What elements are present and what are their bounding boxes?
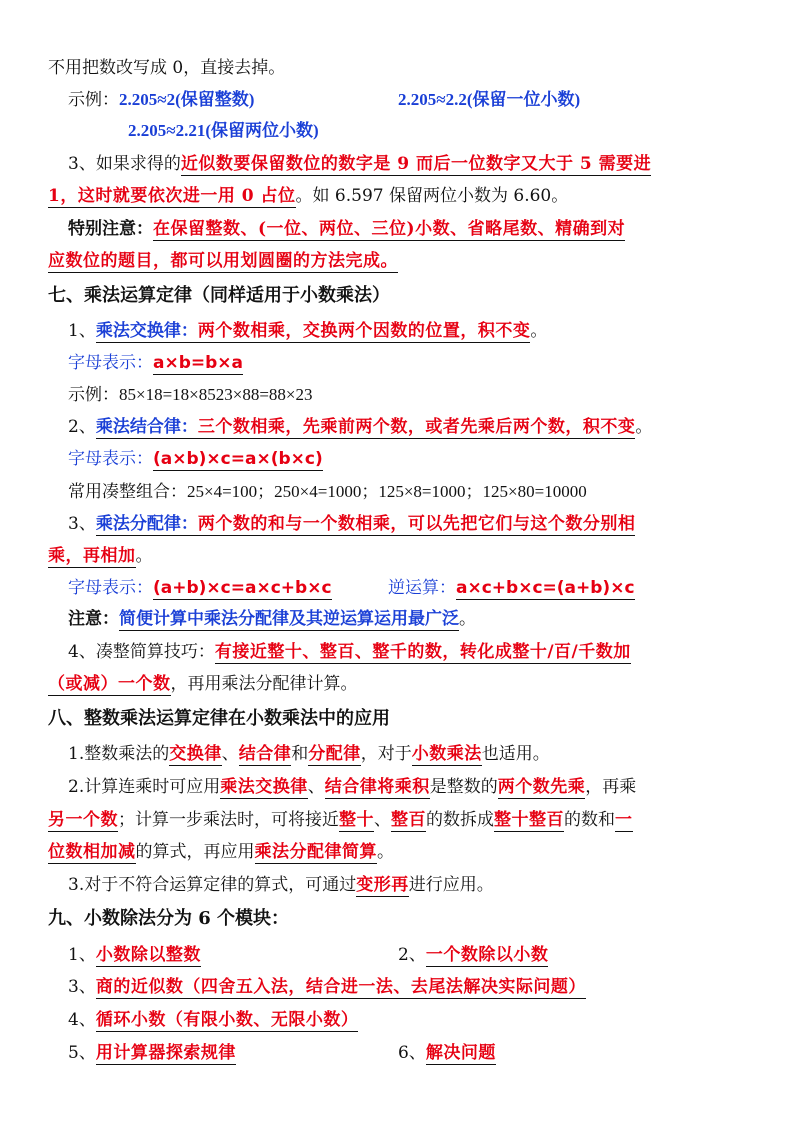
rule-3-highlight: 近似数要保留数位的数字是 9 而后一位数字又大于 5 需要进 xyxy=(180,154,652,174)
example-line-1: 示例：2.205≈2(保留整数) xyxy=(68,90,255,110)
special-note-label: 特别注意： xyxy=(68,219,153,239)
distributive-formula-line: 字母表示：(a+b)×c=a×c+b×c xyxy=(68,578,332,598)
distributive-law-name: 乘法分配律： xyxy=(95,514,198,534)
section-9-heading: 九、小数除法分为 6 个模块： xyxy=(48,908,290,929)
module-3: 3、商的近似数（四舍五入法，结合进一法、去尾法解决实际问题） xyxy=(68,977,586,997)
distributive-law-line-1: 3、乘法分配律：两个数的和与一个数相乘，可以先把它们与这个数分别相 xyxy=(68,514,636,534)
commutative-formula-line: 字母表示：a×b=b×a xyxy=(68,353,244,373)
inverse-formula-line: 逆运算：a×c+b×c=(a+b)×c xyxy=(388,578,635,598)
application-3-line: 3.对于不符合运算定律的算式，可通过变形再进行应用。 xyxy=(68,875,494,895)
intro-line: 不用把数改写成 0，直接去掉。 xyxy=(48,58,286,78)
rounding-tip-line-1: 4、凑整简算技巧：有接近整十、整百、整千的数，转化成整十/百/千数加 xyxy=(68,642,631,662)
module-4: 4、循环小数（有限小数、无限小数） xyxy=(68,1010,359,1030)
associative-formula-line: 字母表示：(a×b)×c=a×(b×c) xyxy=(68,449,323,469)
rounding-tip-line-2: （或减）一个数，再用乘法分配律计算。 xyxy=(48,674,358,694)
application-2-line-1: 2.计算连乘时可应用乘法交换律、结合律将乘积是整数的两个数先乘，再乘 xyxy=(68,777,637,797)
special-note-line-1: 特别注意：在保留整数、(一位、两位、三位)小数、省略尾数、精确到对 xyxy=(68,219,626,239)
module-5: 5、用计算器探索规律 xyxy=(68,1043,236,1063)
example-2: 2.205≈2.2(保留一位小数) xyxy=(398,90,581,109)
inverse-formula: a×c+b×c=(a+b)×c xyxy=(456,578,635,598)
distributive-law-line-2: 乘，再相加。 xyxy=(48,546,153,566)
commutative-law-line: 1、乘法交换律：两个数相乘，交换两个因数的位置，积不变。 xyxy=(68,321,548,341)
module-1: 1、小数除以整数 xyxy=(68,945,201,965)
section-7-heading: 七、乘法运算定律（同样适用于小数乘法） xyxy=(48,285,390,306)
application-2-line-2: 另一个数；计算一步乘法时，可将接近整十、整百的数拆成整十整百的数和一 xyxy=(48,810,633,830)
example-line-2 xyxy=(398,87,580,113)
commutative-formula: a×b=b×a xyxy=(153,353,244,373)
attention-line: 注意：简便计算中乘法分配律及其逆运算运用最广泛。 xyxy=(68,609,476,629)
example-line-3 xyxy=(128,118,319,144)
application-2-line-3: 位数相加减的算式，再应用乘法分配律简算。 xyxy=(48,842,394,862)
commutative-example-line: 示例：85×18=18×8523×88=88×23 xyxy=(68,385,313,404)
application-1-line: 1.整数乘法的交换律、结合律和分配律，对于小数乘法也适用。 xyxy=(68,744,550,764)
associative-law-line: 2、乘法结合律：三个数相乘，先乘前两个数，或者先乘后两个数，积不变。 xyxy=(68,417,653,437)
rule-3-line-1: 3、如果求得的近似数要保留数位的数字是 9 而后一位数字又大于 5 需要进 xyxy=(68,154,652,174)
distributive-formula: (a+b)×c=a×c+b×c xyxy=(153,578,332,598)
commutative-law-name: 乘法交换律： xyxy=(95,321,198,341)
example-3: 2.205≈2.21(保留两位小数) xyxy=(128,121,319,140)
example-1: 2.205≈2(保留整数) xyxy=(119,90,255,109)
rule-3-line-2: 1，这时就要依次进一用 0 占位。如 6.597 保留两位小数为 6.60。 xyxy=(48,186,569,206)
associative-formula: (a×b)×c=a×(b×c) xyxy=(153,449,323,469)
section-8-heading: 八、整数乘法运算定律在小数乘法中的应用 xyxy=(48,708,390,729)
module-2: 2、一个数除以小数 xyxy=(398,945,549,965)
module-6: 6、解决问题 xyxy=(398,1043,496,1063)
common-combinations-line: 常用凑整组合：25×4=100；250×4=1000；125×8=1000；125×80=10000 xyxy=(68,482,587,501)
associative-law-name: 乘法结合律： xyxy=(95,417,198,437)
special-note-line-2: 应数位的题目，都可以用划圆圈的方法完成。 xyxy=(48,251,398,271)
